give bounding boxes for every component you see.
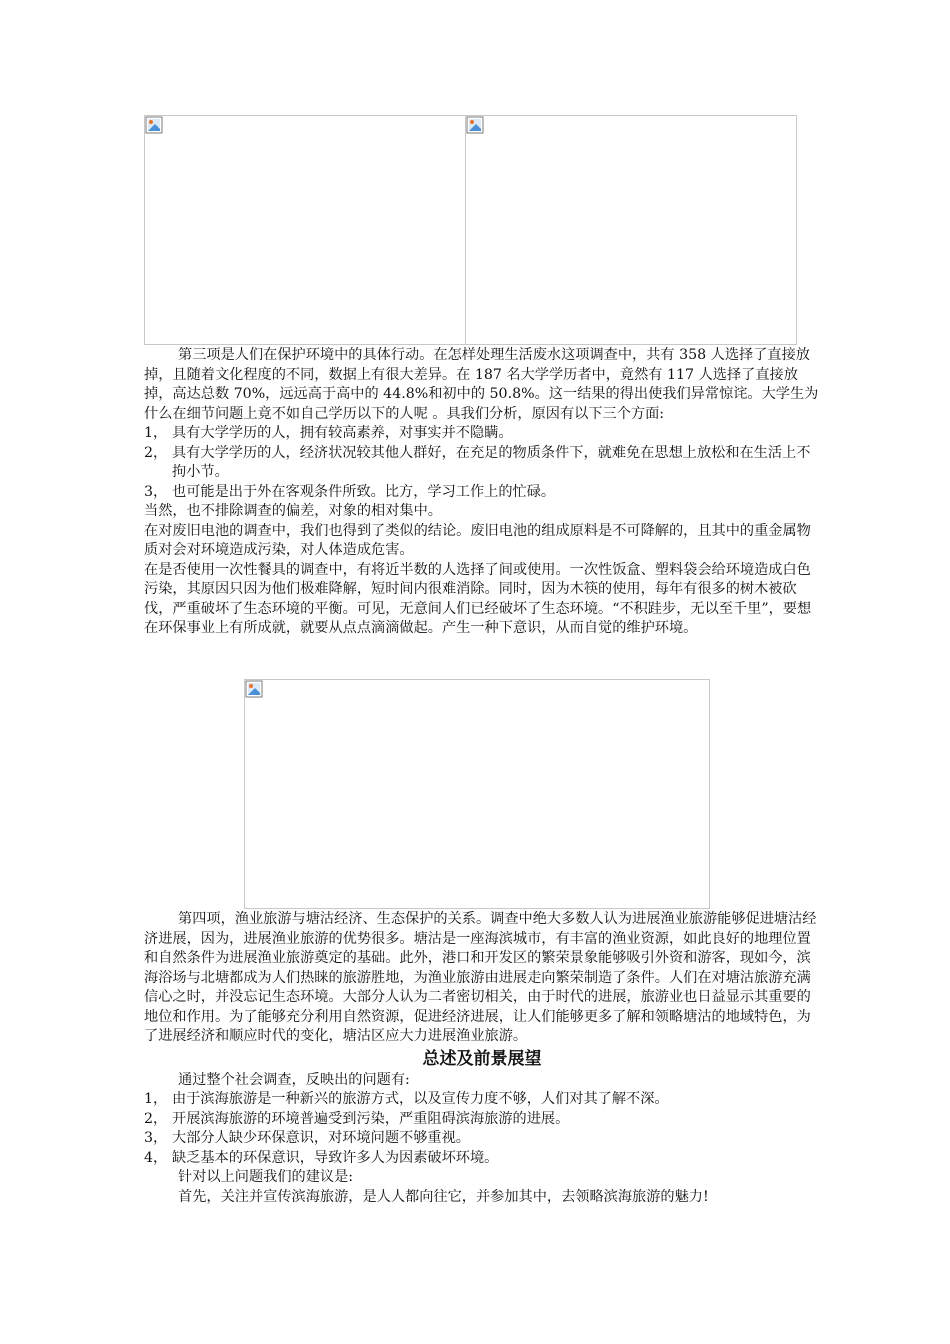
problem-item: 3， 大部分人缺少环保意识，对环境问题不够重视。 [144, 1130, 470, 1146]
chart-image-middle [244, 679, 710, 909]
paragraph-bias: 当然，也不排除调查的偏差，对象的相对集中。 [144, 503, 442, 519]
section-three [144, 346, 820, 639]
chart-image-left [144, 115, 466, 345]
problem-item: 4， 缺乏基本的环保意识，导致许多人为因素破坏环境。 [144, 1149, 499, 1166]
chart-image-right [465, 115, 797, 345]
paragraph-battery: 在对废旧电池的调查中，我们也得到了类似的结论。废旧电池的组成原料是不可降解的，且其中的重金属物质对会对环境造成污染，对人体造成危害。 [144, 522, 811, 558]
section-four-text: 第四项，渔业旅游与塘沽经济、生态保护的关系。调查中绝大多数人认为进展渔业旅游能够促进塘沽经济进展，因为，进展渔业旅游的优势很多。塘沽是一座海滨城市，有丰富的渔业资源，如此良好的地理位置和自然条件为进展渔业旅游奠定的基础。此外，港口和开发区的繁荣景象能够吸引外资和游客，现如今，滨海浴场与北塘都成为人们热睐的旅游胜地，为渔业旅游由进展走向繁荣制造了条件。人们在对塘沽旅游充满信心之时，并没忘记生态环境。大部分人认为二者密切相关，由于时代的进展，旅游业也日益显示其重要的地位和作用。为了能够充分利用自然资源，促进经济进展，让人们能够更多了解和领略塘沽的地域特色，为了进展经济和顺应时代的变化，塘沽区应大力进展渔业旅游。 [144, 911, 817, 1044]
broken-image-icon [466, 116, 484, 134]
broken-image-icon [145, 116, 163, 134]
suggestion-first: 首先，关注并宣传滨海旅游，是人人都向往它，并参加其中，去领略滨海旅游的魅力! [178, 1188, 709, 1205]
reason-item: 1， 具有大学学历的人，拥有较高素养，对事实并不隐瞒。 [144, 425, 513, 441]
suggestion-intro: 针对以上问题我们的建议是: [178, 1169, 354, 1185]
section-three-intro: 第三项是人们在保护环境中的具体行动。在怎样处理生活废水这项调查中，共有 358 人选择了直接放掉，且随着文化程度的不同，数据上有很大差异。在 187 名大学学历者中，竟然有 117 人选择了直接放掉，高达总数 70%，远远高于高中的 44.8%和初中的 50.8%。这一结果的得出使我们异常惊诧。大学生为什么在细节问题上竟不如自己学历以下的人呢 。具我们分析，原因有以下三个方面: [144, 347, 819, 422]
summary-intro: 通过整个社会调查，反映出的问题有: [178, 1071, 410, 1088]
problem-item: 2， 开展滨海旅游的环境普遍受到污染，严重阻碍滨海旅游的进展。 [144, 1110, 570, 1127]
reason-item: 2， 具有大学学历的人，经济状况较其他人群好，在充足的物质条件下，就难免在思想上放松和在生活上不拘小节。 [144, 444, 811, 480]
problem-item: 1， 由于滨海旅游是一种新兴的旅游方式，以及宣传力度不够，人们对其了解不深。 [144, 1091, 669, 1107]
paragraph-tableware: 在是否使用一次性餐具的调查中，有将近半数的人选择了间或使用。一次性饭盒、塑料袋会给环境造成白色污染，其原因只因为他们极难降解，短时间内很难消除。同时，因为木筷的使用，每年有很多的树木被砍伐，严重破坏了生态环境的平衡。可见，无意间人们已经破坏了生态环境。“不积跬步，无以至千里”，要想在环保事业上有所成就，就要从点点滴滴做起。产生一种下意识，从而自觉的维护环境。 [144, 561, 812, 636]
summary-heading: 总述及前景展望 [422, 1048, 542, 1069]
reason-item: 3， 也可能是出于外在客观条件所致。比方，学习工作上的忙碌。 [144, 483, 556, 500]
section-four [144, 910, 820, 1207]
broken-image-icon [245, 680, 263, 698]
